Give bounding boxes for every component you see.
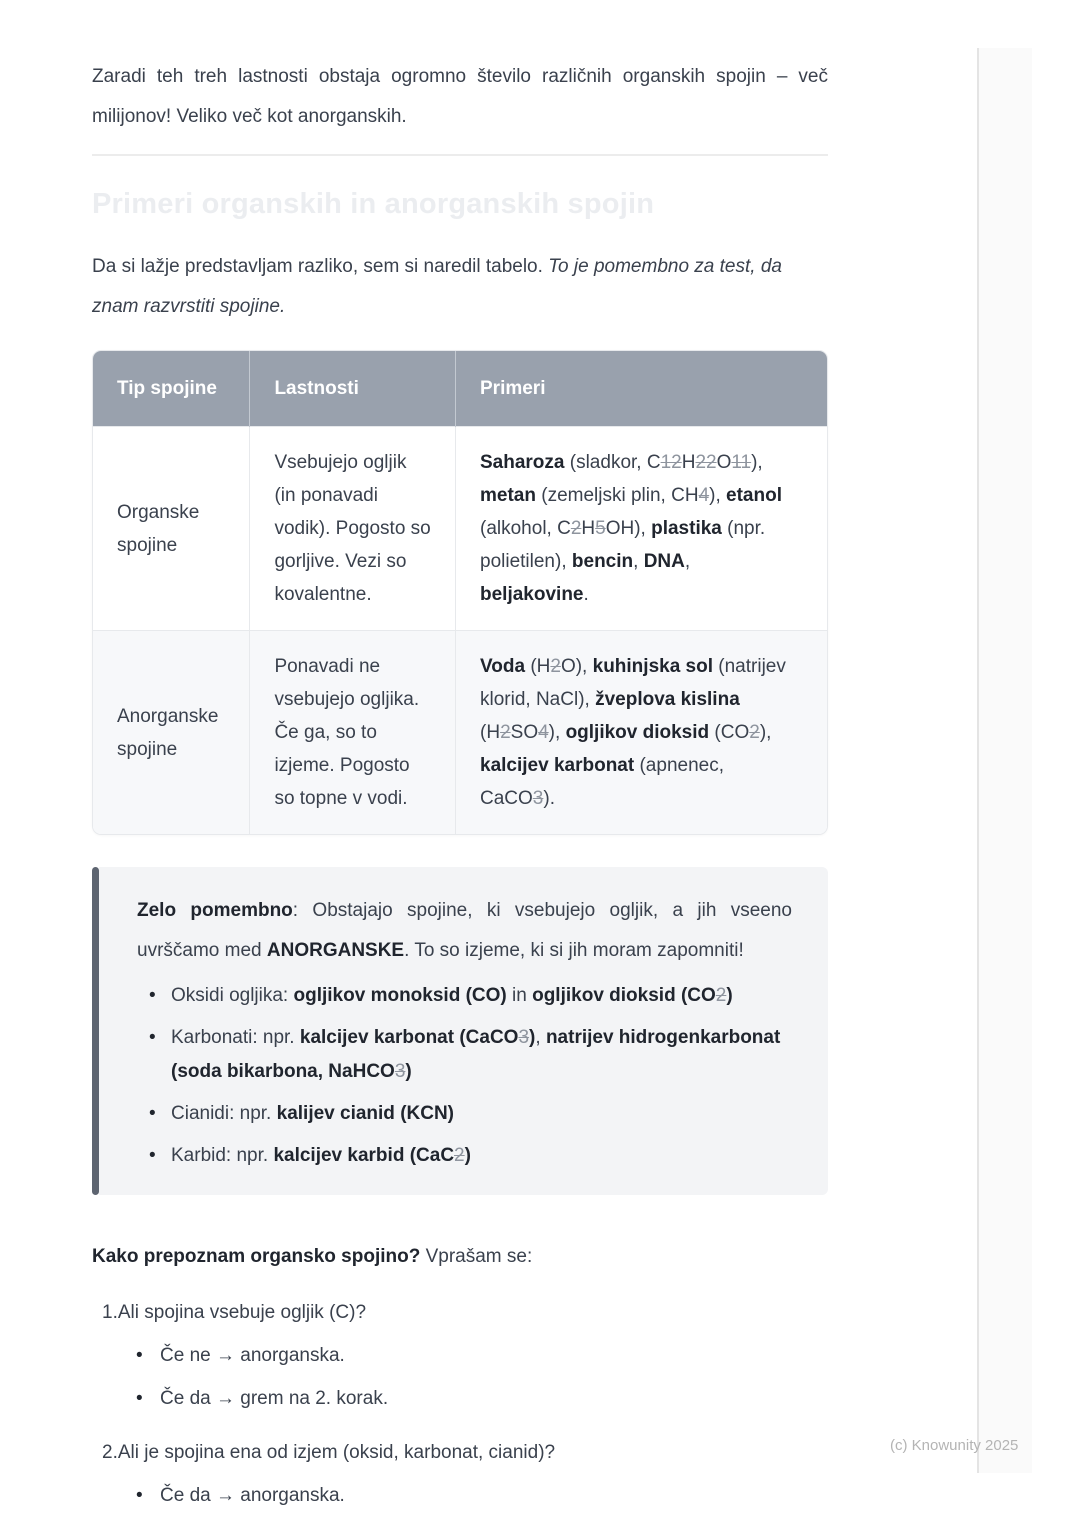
table-row-organske — [93, 427, 827, 631]
table-header-row — [93, 351, 827, 427]
step-1-text: Ali spojina vsebuje ogljik (C)? — [117, 1302, 367, 1323]
steps-list — [92, 1293, 828, 1516]
comparison-table — [92, 350, 828, 835]
cell-organske-lastnosti: Vsebujejo ogljik (in ponavadi vodik). Pogosto so gorljive. Vezi so kovalentne. — [250, 427, 456, 631]
callout-intro: Zelo pomembno: Obstajajo spojine, ki vsebujejo ogljik, a jih vseeno uvrščamo med ANORGANSKE. To so izjeme, ki si jih moram zapomniti! — [137, 900, 792, 961]
callout-accent-bar — [92, 867, 99, 1195]
col-header-tip-spojine: Tip spojine — [93, 351, 250, 427]
col-header-primeri: Primeri — [456, 351, 828, 427]
row-label-organske: Organske spojine — [93, 427, 250, 631]
section-heading-faded: Primeri organskih in anorganskih spojin — [92, 188, 655, 220]
step-1-marker: 1. — [102, 1302, 118, 1323]
step-2-sub-1: • Če da → anorganska. — [92, 1476, 828, 1516]
step-2-sublist — [92, 1476, 828, 1516]
step-1-sub-2: • Če da → grem na 2. korak. — [92, 1379, 828, 1419]
cell-organske-primeri: Saharoza (sladkor, C12H22O11), metan (zemeljski plin, CH4), etanol (alkohol, C2H5OH), plastika (npr. polietilen), bencin, DNA, beljakovine. — [456, 427, 828, 631]
important-callout — [92, 867, 828, 1195]
callout-bullet-karbid: • Karbid: npr. kalcijev karbid (CaC2) — [137, 1139, 792, 1173]
cell-anorganske-lastnosti: Ponavadi ne vsebujejo ogljika. Če ga, so to izjeme. Pogosto so topne v vodi. — [250, 631, 456, 835]
copyright-watermark: (c) Knowunity 2025 — [890, 1437, 1019, 1454]
callout-body — [99, 867, 828, 1195]
step-1-sublist — [92, 1336, 828, 1419]
col-header-lastnosti: Lastnosti — [250, 351, 456, 427]
step-item-1 — [92, 1293, 828, 1333]
cell-anorganske-primeri: Voda (H2O), kuhinjska sol (natrijev klorid, NaCl), žveplova kislina (H2SO4), ogljikov dioksid (CO2), kalcijev karbonat (apnenec, CaCO3). — [456, 631, 828, 835]
callout-bullet-cianidi: • Cianidi: npr. kalijev cianid (KCN) — [137, 1097, 792, 1131]
step-item-2 — [92, 1433, 828, 1473]
callout-bullet-list — [137, 979, 792, 1173]
table-row-anorganske — [93, 631, 827, 835]
adjacent-page-edge — [977, 48, 1032, 1473]
row-label-anorganske: Anorganske spojine — [93, 631, 250, 835]
callout-bullet-karbonati: • Karbonati: npr. kalcijev karbonat (CaCO3), natrijev hidrogenkarbonat (soda bikarbona, NaHCO3) — [137, 1021, 792, 1089]
step-1-sub-1: • Če ne → anorganska. — [92, 1336, 828, 1376]
table-intro-paragraph: Da si lažje predstavljam razliko, sem si naredil tabelo. To je pomembno za test, da znam razvrstiti spojine. — [92, 256, 782, 317]
step-2-text: Ali je spojina ena od izjem (oksid, karbonat, cianid)? — [117, 1442, 556, 1463]
document-page — [92, 0, 828, 1516]
section-divider — [92, 154, 828, 156]
intro-paragraph: Zaradi teh treh lastnosti obstaja ogromno število različnih organskih spojin – več milijonov! Veliko več kot anorganskih. — [92, 66, 828, 127]
step-2-marker: 2. — [102, 1442, 118, 1463]
callout-bullet-oksidi: • Oksidi ogljika: ogljikov monoksid (CO) in ogljikov dioksid (CO2) — [137, 979, 792, 1013]
question-heading: Kako prepoznam organsko spojino? Vprašam se: — [92, 1246, 533, 1267]
